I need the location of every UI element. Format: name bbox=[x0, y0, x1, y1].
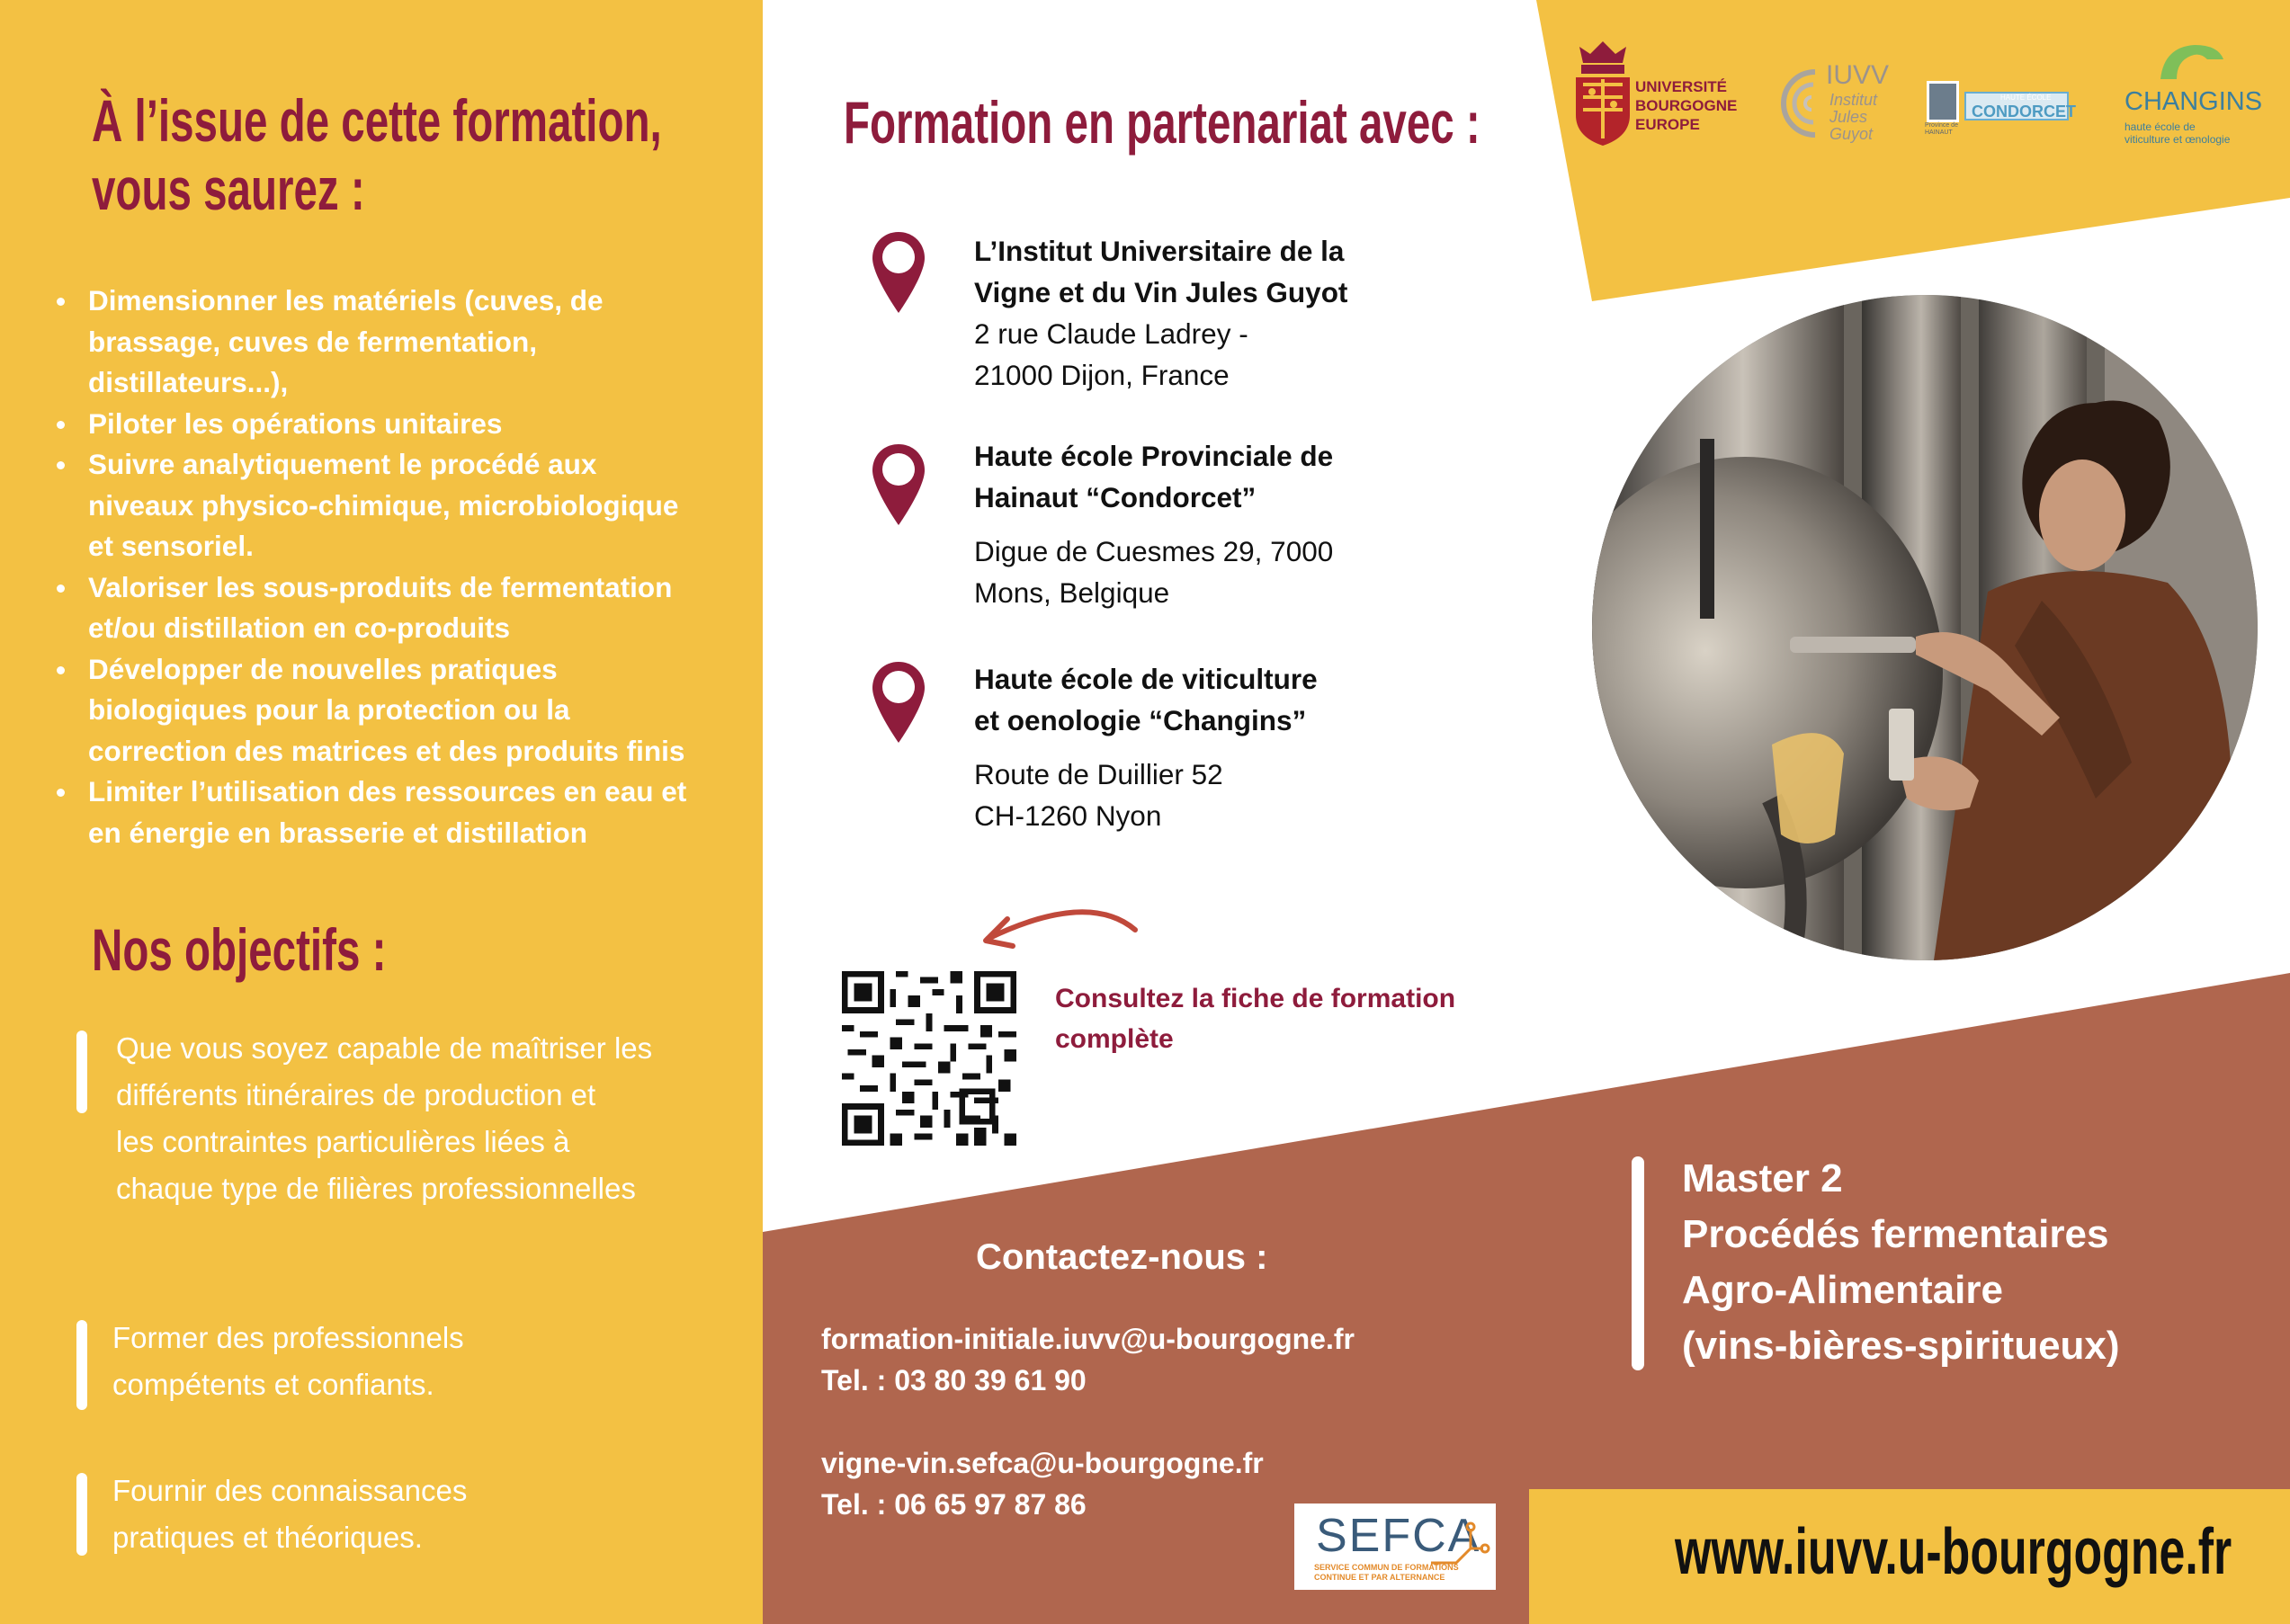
website-banner bbox=[1529, 1489, 2290, 1624]
list-item-cont: et/ou distillation en co-produits bbox=[88, 611, 510, 644]
learning-heading-line1: À l’issue de cette formation, bbox=[92, 87, 662, 154]
sefca-logo bbox=[1294, 1504, 1496, 1590]
logo-text: UNIVERSITÉ bbox=[1635, 78, 1728, 95]
program-line: Agro-Alimentaire bbox=[1682, 1268, 2003, 1312]
logo-text: CONTINUE ET PAR ALTERNANCE bbox=[1314, 1573, 1445, 1582]
institution-2 bbox=[974, 435, 1333, 613]
institution-address: 2 rue Claude Ladrey - bbox=[974, 317, 1248, 350]
objective-text: Fournir des connaissances bbox=[112, 1474, 468, 1507]
qr-caption-line[interactable]: complète bbox=[1055, 1024, 1174, 1054]
hainaut-label bbox=[1925, 122, 1958, 137]
institution-address: CH-1260 Nyon bbox=[974, 799, 1162, 832]
objective-text: Former des professionnels bbox=[112, 1321, 464, 1354]
program-bar bbox=[1632, 1156, 1644, 1370]
university-crest-icon bbox=[1570, 38, 1635, 147]
logo-text: Guyot bbox=[1829, 125, 1874, 143]
logo-text: Institut bbox=[1829, 91, 1878, 109]
institution-name: Vigne et du Vin Jules Guyot bbox=[974, 276, 1348, 308]
list-item: Limiter l’utilisation des ressources en eau et bbox=[54, 772, 738, 813]
iuvv-spiral-icon bbox=[1777, 63, 1831, 144]
curved-arrow-icon bbox=[971, 896, 1142, 959]
condorcet-logo bbox=[1964, 92, 2076, 120]
qr-caption[interactable] bbox=[1055, 978, 1455, 1059]
objective-text: compétents et confiants. bbox=[112, 1368, 434, 1401]
logo-text: SERVICE COMMUN DE FORMATIONS bbox=[1314, 1563, 1459, 1572]
list-item-cont: brassage, cuves de fermentation, bbox=[88, 325, 537, 358]
institution-address: Route de Duillier 52 bbox=[974, 758, 1223, 790]
spacer bbox=[821, 1401, 1355, 1442]
institution-name: L’Institut Universitaire de la bbox=[974, 235, 1345, 267]
list-item: Dimensionner les matériels (cuves, de bbox=[54, 281, 738, 322]
logo-text: HAINAUT bbox=[1925, 129, 1953, 136]
changins-logo-title: CHANGINS bbox=[2125, 87, 2263, 116]
logo-text: HAUTE ÉCOLE bbox=[2000, 94, 2052, 102]
location-pin-icon bbox=[871, 230, 926, 317]
institution-name: Haute école de viticulture bbox=[974, 663, 1318, 695]
objective-text: Que vous soyez capable de maîtriser les bbox=[116, 1031, 653, 1065]
website-link[interactable]: www.iuvv.u-bourgogne.fr bbox=[1675, 1516, 2232, 1588]
objective-text: différents itinéraires de production et bbox=[116, 1078, 596, 1111]
sefca-subtitle bbox=[1314, 1563, 1459, 1583]
program-line: Master 2 bbox=[1682, 1156, 1843, 1200]
phone-link[interactable]: Tel. : 06 65 97 87 86 bbox=[821, 1488, 1087, 1521]
spacer bbox=[974, 741, 1318, 754]
iuvv-logo-sub bbox=[1829, 92, 1877, 143]
objective-text: chaque type de filières professionnelles bbox=[116, 1172, 636, 1205]
institution-name: Hainaut “Condorcet” bbox=[974, 481, 1257, 513]
contact-heading: Contactez-nous : bbox=[976, 1237, 1268, 1277]
partners-heading: Formation en partenariat avec : bbox=[844, 89, 1480, 156]
email-link[interactable]: vigne-vin.sefca@u-bourgogne.fr bbox=[821, 1447, 1264, 1479]
institution-name: et oenologie “Changins” bbox=[974, 704, 1307, 736]
list-item-cont: correction des matrices et des produits finis bbox=[88, 734, 685, 767]
location-pin-icon bbox=[871, 660, 926, 746]
brewer-photo bbox=[1592, 295, 2258, 960]
logo-text: CONDORCET bbox=[1972, 103, 2076, 120]
list-item-cont: niveaux physico-chimique, microbiologique bbox=[88, 488, 679, 522]
logo-text: haute école de bbox=[2125, 120, 2196, 133]
iuvv-logo-title: IUVV bbox=[1826, 60, 1890, 90]
list-item: Développer de nouvelles pratiques bbox=[54, 649, 738, 691]
logo-text: BOURGOGNE bbox=[1635, 97, 1738, 114]
list-item: Suivre analytiquement le procédé aux bbox=[54, 444, 738, 486]
circuit-icon bbox=[1429, 1521, 1490, 1568]
sefca-logo-text: SEFCA bbox=[1316, 1510, 1481, 1562]
spacer bbox=[974, 518, 1333, 531]
list-item-cont: biologiques pour la protection ou la bbox=[88, 693, 570, 726]
logo-strip bbox=[1563, 34, 2283, 151]
logo-text: Province de bbox=[1925, 122, 1958, 129]
email-link[interactable]: formation-initiale.iuvv@u-bourgogne.fr bbox=[821, 1323, 1355, 1355]
contact-block bbox=[821, 1318, 1355, 1525]
institution-address: Digue de Cuesmes 29, 7000 bbox=[974, 535, 1334, 567]
institution-address: Mons, Belgique bbox=[974, 576, 1170, 609]
location-pin-icon bbox=[871, 442, 926, 529]
qr-code[interactable] bbox=[842, 971, 1016, 1146]
institution-address: 21000 Dijon, France bbox=[974, 359, 1230, 391]
changins-swoosh-icon bbox=[2155, 40, 2227, 85]
program-line: Procédés fermentaires bbox=[1682, 1212, 2109, 1256]
university-logo-text bbox=[1635, 77, 1737, 134]
list-item-cont: en énergie en brasserie et distillation bbox=[88, 816, 587, 849]
institution-name: Haute école Provinciale de bbox=[974, 440, 1334, 472]
qr-caption-line[interactable]: Consultez la fiche de formation bbox=[1055, 984, 1456, 1013]
objective-text: pratiques et théoriques. bbox=[112, 1521, 423, 1554]
logo-text: EUROPE bbox=[1635, 116, 1700, 133]
program-line: (vins-bières-spiritueux) bbox=[1682, 1324, 2120, 1368]
institution-3 bbox=[974, 658, 1318, 836]
list-item-cont: et sensoriel. bbox=[88, 530, 254, 562]
logo-text: Jules bbox=[1829, 108, 1868, 126]
objective-text: les contraintes particulières liées à bbox=[116, 1125, 570, 1158]
list-item: Valoriser les sous-produits de fermentation bbox=[54, 567, 738, 609]
logo-text: viticulture et œnologie bbox=[2125, 133, 2231, 146]
institution-1 bbox=[974, 230, 1347, 396]
program-title bbox=[1682, 1151, 2120, 1374]
list-item: Piloter les opérations unitaires bbox=[54, 404, 738, 445]
objectives-heading: Nos objectifs : bbox=[92, 916, 387, 983]
hainaut-shield-icon bbox=[1927, 81, 1959, 122]
learning-heading-line2: vous saurez : bbox=[92, 156, 365, 222]
phone-link[interactable]: Tel. : 03 80 39 61 90 bbox=[821, 1364, 1087, 1396]
changins-logo-sub bbox=[2125, 120, 2230, 146]
list-item-cont: distillateurs...), bbox=[88, 366, 289, 398]
